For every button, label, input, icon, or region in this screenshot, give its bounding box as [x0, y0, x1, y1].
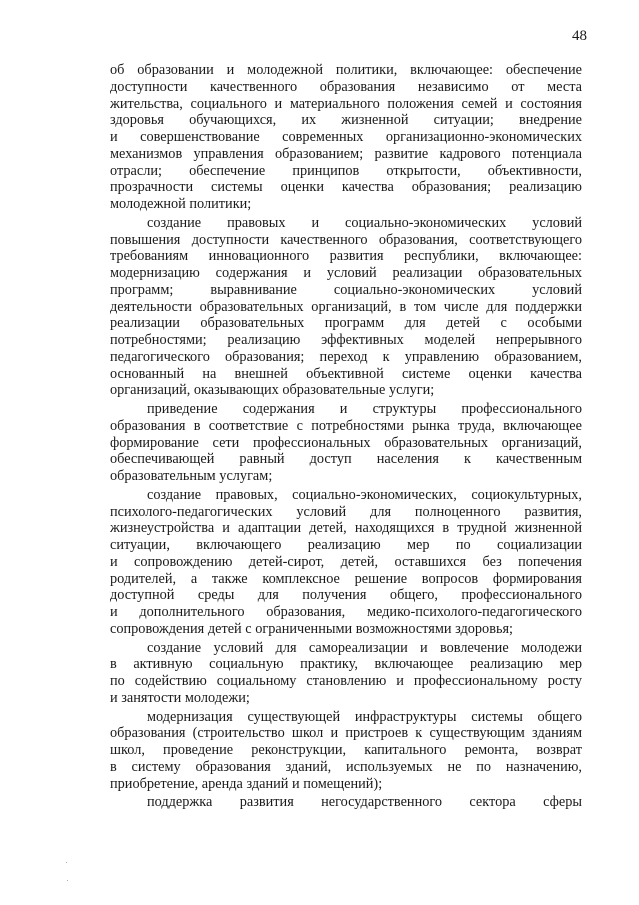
text-line: по содействию социальному становлению и профессиональному росту [110, 673, 582, 689]
text-line: основанный на внешней объективной системе оценки качества [110, 365, 582, 382]
text-line: программ; выравнивание социально-экономических условий [110, 281, 582, 298]
text-line: образовательным услугам; [110, 468, 273, 484]
text-line: образования (строительство школ и пристроев к существующим зданиям [110, 725, 582, 742]
text-line: образования в соответствие с потребностями рынка труда, включающее [110, 417, 582, 434]
paragraph [110, 640, 582, 707]
text-line: поддержка развития негосударственного сектора сферы [147, 794, 582, 811]
paragraph [110, 794, 582, 811]
text-line: доступной среды для получения общего, профессионального [110, 587, 582, 604]
text-line: в активную социальную практику, включающее реализацию мер [110, 656, 582, 673]
text-line: модернизацию содержания и условий реализации образовательных [110, 265, 582, 281]
text-line: молодежной политики; [110, 196, 252, 212]
text-line: здоровья обучающихся, их жизненной ситуации; внедрение [110, 112, 582, 129]
paragraph [110, 62, 582, 213]
text-line: создание правовых и социально-экономических условий [147, 214, 582, 231]
text-line: об образовании и молодежной политики, включающее: обеспечение [110, 62, 582, 78]
text-line: и занятости молодежи; [110, 689, 250, 706]
text-line: прозрачности системы оценки качества образования; реализацию [110, 179, 582, 196]
text-line: приведение содержания и структуры профессионального [147, 401, 582, 417]
scan-speck [66, 862, 67, 863]
text-line: отрасли; обеспечение принципов открытости, объективности, [110, 162, 582, 179]
paragraph [110, 487, 582, 638]
text-line: жительства, социального и материального положения семей и состояния [110, 95, 582, 112]
text-line: деятельности образовательных организаций, в том числе для поддержки [110, 298, 582, 315]
text-line: педагогического образования; переход к управлению образованием, [110, 348, 582, 365]
text-line: школ, проведение реконструкции, капитального ремонта, возврат [110, 742, 582, 758]
text-line: потребностями; реализацию эффективных моделей непрерывного [110, 332, 582, 348]
text-line: и дополнительного образования, медико-психолого-педагогического [110, 604, 582, 620]
text-line: приобретение, аренда зданий и помещений); [110, 775, 383, 792]
text-line: сопровождения детей с ограниченными возможностями здоровья; [110, 620, 514, 637]
text-line: реализации образовательных программ для детей с особыми [110, 315, 582, 332]
text-line: обеспечивающей равный доступ населения к качественным [110, 451, 582, 468]
paragraph [110, 709, 582, 793]
text-line: повышения доступности качественного образования, соответствующего [110, 231, 582, 248]
text-line: жизнеустройства и адаптации детей, находящихся в трудной жизненной [110, 520, 582, 537]
text-line: доступности качественного образования независимо от места [110, 78, 582, 95]
text-line: и совершенствование современных организационно-экономических [110, 129, 582, 145]
text-line: ситуации, включающего реализацию мер по социализации [110, 537, 582, 553]
document-body [110, 62, 582, 811]
text-line: и сопровождению детей-сирот, детей, оставшихся без попечения [110, 553, 582, 570]
text-line: родителей, а также комплексное решение вопросов формирования [110, 570, 582, 587]
text-line: механизмов управления образованием; развитие кадрового потенциала [110, 145, 582, 162]
text-line: формирование сети профессиональных образовательных организаций, [110, 434, 582, 451]
text-line: создание условий для самореализации и вовлечение молодежи [147, 639, 582, 656]
text-line: модернизация существующей инфраструктуры системы общего [147, 708, 582, 725]
page-number: 48 [572, 28, 587, 44]
paragraph [110, 215, 582, 399]
paragraph [110, 401, 582, 485]
text-line: организаций, оказывающих образовательные услуги; [110, 382, 435, 399]
text-line: психолого-педагогических условий для полноценного развития, [110, 503, 582, 520]
text-line: создание правовых, социально-экономических, социокультурных, [147, 486, 582, 503]
scan-speck [67, 880, 68, 881]
text-line: требованиям инновационного развития республики, включающее: [110, 248, 582, 265]
text-line: в систему образования зданий, используемых не по назначению, [110, 758, 582, 775]
